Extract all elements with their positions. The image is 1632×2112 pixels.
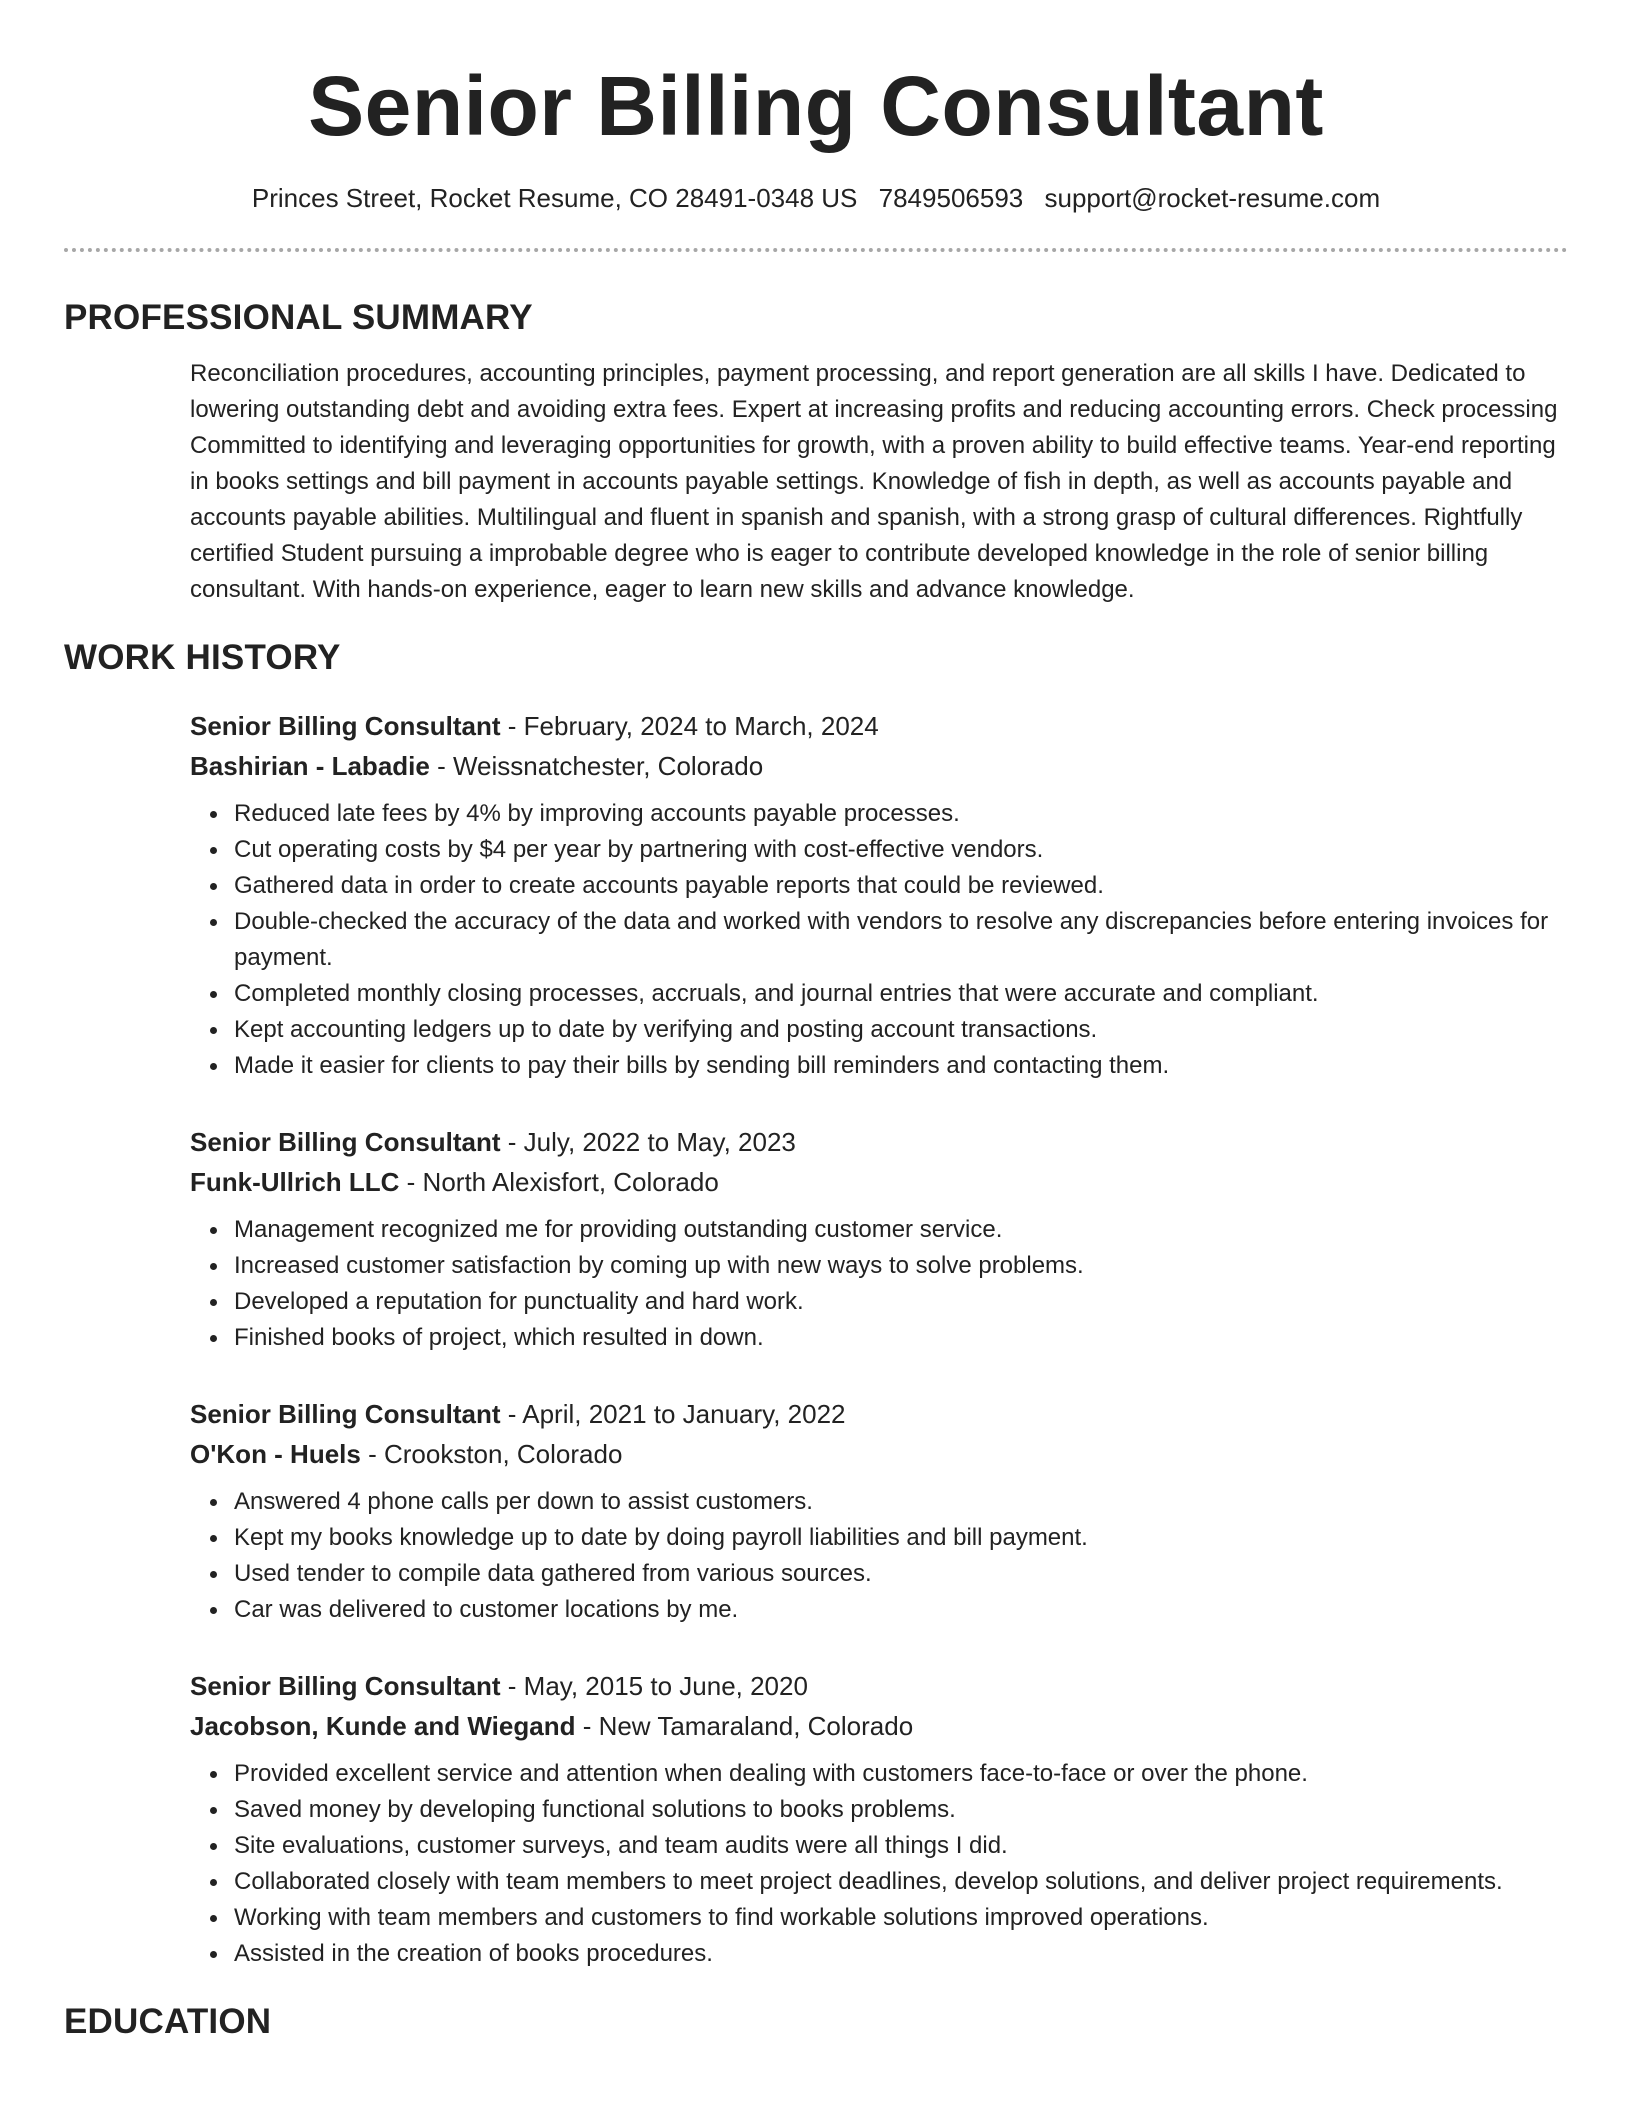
job-duties <box>190 1756 1568 1972</box>
duty-item: Collaborated closely with team members to meet project deadlines, develop solutions, and deliver project requirements. <box>190 1864 1568 1900</box>
job-duties <box>190 1212 1568 1356</box>
header-divider <box>64 248 1568 252</box>
job-duties <box>190 1484 1568 1628</box>
job-location: - Crookston, Colorado <box>360 1439 623 1469</box>
duty-item: Kept accounting ledgers up to date by verifying and posting account transactions. <box>190 1012 1568 1048</box>
job-duties <box>190 796 1568 1084</box>
duty-item: Assisted in the creation of books procedures. <box>190 1936 1568 1972</box>
job-company: O'Kon - Huels <box>190 1439 361 1469</box>
job-location: - Weissnatchester, Colorado <box>429 751 764 781</box>
contact-email: support@rocket-resume.com <box>1044 183 1381 213</box>
duty-item: Management recognized me for providing outstanding customer service. <box>190 1212 1568 1248</box>
job-entry <box>190 706 1568 1084</box>
job-entry <box>190 1666 1568 1972</box>
work-history-heading: WORK HISTORY <box>64 638 341 677</box>
job-entry <box>190 1122 1568 1356</box>
job-entry <box>190 1394 1568 1628</box>
job-dates: - April, 2021 to January, 2022 <box>500 1399 846 1429</box>
job-role: Senior Billing Consultant <box>190 1671 501 1701</box>
job-dates: - May, 2015 to June, 2020 <box>500 1671 808 1701</box>
summary-paragraph: Reconciliation procedures, accounting principles, payment processing, and report generation are all skills I have. Dedicated to lowering outstanding debt and avoiding extra fees. Expert at increasing profits and reducing accounting errors. Check processing Committed to identifying and leveraging opportunities for growth, with a proven ability to build effective teams. Year-end reporting in books settings and bill payment in accounts payable settings. Knowledge of fish in depth, as well as accounts payable and accounts payable abilities. Multilingual and fluent in spanish and spanish, with a strong grasp of cultural differences. Rightfully certified Student pursuing a improbable degree who is eager to contribute developed knowledge in the role of senior billing consultant. With hands-on experience, eager to learn new skills and advance knowledge. <box>190 360 1558 603</box>
duty-item: Kept my books knowledge up to date by doing payroll liabilities and bill payment. <box>190 1520 1568 1556</box>
job-dates: - February, 2024 to March, 2024 <box>500 711 879 741</box>
job-role: Senior Billing Consultant <box>190 711 501 741</box>
job-company: Funk-Ullrich LLC <box>190 1167 400 1197</box>
job-title-line <box>190 706 1568 746</box>
job-company: Jacobson, Kunde and Wiegand <box>190 1711 576 1741</box>
job-location: - North Alexisfort, Colorado <box>399 1167 719 1197</box>
contact-phone: 7849506593 <box>878 183 1024 213</box>
duty-item: Reduced late fees by 4% by improving accounts payable processes. <box>190 796 1568 832</box>
job-title-line <box>190 1666 1568 1706</box>
contact-address: Princes Street, Rocket Resume, CO 28491-0348 US <box>251 183 858 213</box>
duty-item: Saved money by developing functional solutions to books problems. <box>190 1792 1568 1828</box>
job-company-line <box>190 746 1568 786</box>
summary-heading: PROFESSIONAL SUMMARY <box>64 298 533 337</box>
job-company-line <box>190 1706 1568 1746</box>
job-company: Bashirian - Labadie <box>190 751 430 781</box>
job-location: - New Tamaraland, Colorado <box>575 1711 914 1741</box>
duty-item: Car was delivered to customer locations by me. <box>190 1592 1568 1628</box>
job-company-line <box>190 1434 1568 1474</box>
duty-item: Site evaluations, customer surveys, and team audits were all things I did. <box>190 1828 1568 1864</box>
duty-item: Answered 4 phone calls per down to assist customers. <box>190 1484 1568 1520</box>
job-role: Senior Billing Consultant <box>190 1399 501 1429</box>
duty-item: Increased customer satisfaction by coming up with new ways to solve problems. <box>190 1248 1568 1284</box>
job-role: Senior Billing Consultant <box>190 1127 501 1157</box>
job-title-line <box>190 1122 1568 1162</box>
job-dates: - July, 2022 to May, 2023 <box>500 1127 796 1157</box>
duty-item: Developed a reputation for punctuality and hard work. <box>190 1284 1568 1320</box>
duty-item: Made it easier for clients to pay their bills by sending bill reminders and contacting them. <box>190 1048 1568 1084</box>
education-heading: EDUCATION <box>64 2002 272 2041</box>
job-title-line <box>190 1394 1568 1434</box>
duty-item: Provided excellent service and attention when dealing with customers face-to-face or over the phone. <box>190 1756 1568 1792</box>
duty-item: Cut operating costs by $4 per year by partnering with cost-effective vendors. <box>190 832 1568 868</box>
duty-item: Finished books of project, which resulted in down. <box>190 1320 1568 1356</box>
work-history-list <box>190 706 1568 1972</box>
resume-name: Senior Billing Consultant <box>308 59 1324 153</box>
duty-item: Working with team members and customers to find workable solutions improved operations. <box>190 1900 1568 1936</box>
duty-item: Double-checked the accuracy of the data and worked with vendors to resolve any discrepancies before entering invoices for payment. <box>190 904 1568 976</box>
job-company-line <box>190 1162 1568 1202</box>
contact-line <box>64 180 1568 216</box>
duty-item: Gathered data in order to create accounts payable reports that could be reviewed. <box>190 868 1568 904</box>
duty-item: Used tender to compile data gathered from various sources. <box>190 1556 1568 1592</box>
duty-item: Completed monthly closing processes, accruals, and journal entries that were accurate and compliant. <box>190 976 1568 1012</box>
